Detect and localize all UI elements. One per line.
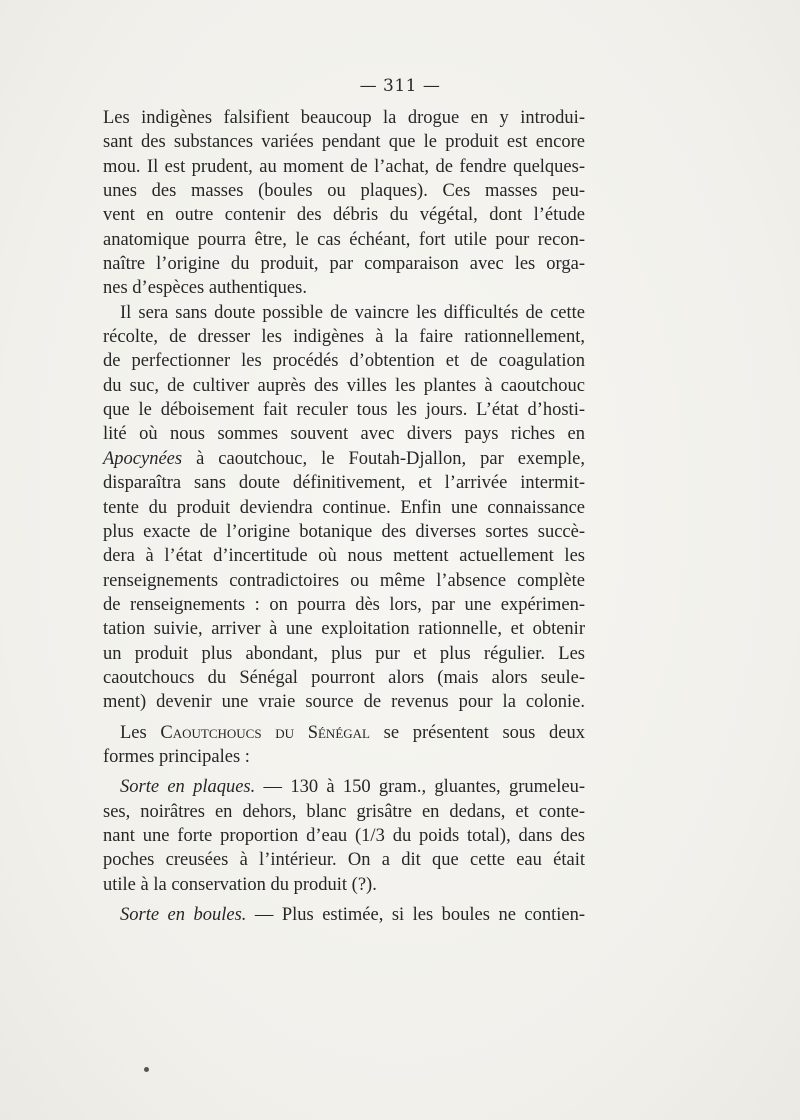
text-line: renseignements contradictoires ou même l’absence complète [103,570,585,591]
text-line [103,775,585,799]
text-line: caoutchoucs du Sénégal pourront alors (mais alors seule- [103,667,585,688]
text-line: tente du produit deviendra continue. Enfin une connaissance [103,497,585,518]
text-line: anatomique pourra être, le cas échéant, fort utile pour recon- [103,229,585,250]
text-line: utile à la conservation du produit (?). [103,874,377,895]
text-line: plus exacte de l’origine botanique des diverses sortes succè- [103,521,585,542]
text-line: tation suivie, arriver à une exploitation rationnelle, et obtenir [103,619,585,640]
page-number: — 311 — [359,76,441,96]
text-line: Les indigènes falsifient beaucoup la drogue en y introdui- [103,108,585,128]
text-line: un produit plus abondant, plus pur et plus régulier. Les [103,643,585,664]
text-segment: se présentent sous deux [369,722,585,743]
text-line: mou. Il est prudent, au moment de l’achat, de fendre quelques- [103,156,585,177]
text-line: ment) devenir une vraie source de revenus pour la colonie. [103,692,585,713]
small-caps-term: Caoutchoucs du Sénégal [160,722,370,743]
text-line: sant des substances variées pendant que le produit est encore [103,132,585,153]
text-segment: — Plus estimée, si les boules ne contien- [246,905,586,925]
text-line [103,903,585,927]
text-line: Il sera sans doute possible de vaincre les difficultés de cette [120,302,585,323]
italic-term: Sorte en plaques. [120,777,256,798]
text-line: ses, noirâtres en dehors, blanc grisâtre en dedans, et conte- [103,801,585,822]
text-line: de renseignements : on pourra dès lors, par une expérimen- [103,594,585,615]
text-segment: — 130 à 150 gram., gluantes, grumeleu- [255,777,585,798]
paper-speck [144,1067,149,1072]
text-line: naître l’origine du produit, par comparaison avec les orga- [103,254,585,275]
text-line: dera à l’état d’incertitude où nous mettent actuellement les [103,546,585,567]
text-segment: Les [120,722,161,743]
text-line: formes principales : [103,746,250,767]
body-text [103,106,585,927]
text-line: du suc, de cultiver auprès des villes les plantes à caoutchouc [103,375,585,396]
text-line: lité où nous sommes souvent avec divers pays riches en [103,424,585,445]
text-line: nant une forte proportion d’eau (1/3 du poids total), dans des [103,825,585,846]
text-line: poches creusées à l’intérieur. On a dit que cette eau était [103,850,585,871]
text-line [103,721,585,745]
italic-term: Apocynées [103,448,183,469]
text-line: vent en outre contenir des débris du végétal, dont l’étude [103,205,585,226]
text-line: unes des masses (boules ou plaques). Ces masses peu- [103,181,585,202]
text-line [103,447,585,471]
text-line: que le déboisement fait reculer tous les jours. L’état d’hosti- [103,400,585,421]
text-line: disparaîtra sans doute définitivement, et l’arrivée intermit- [103,473,585,494]
text-line: récolte, de dresser les indigènes à la faire rationnellement, [103,327,585,348]
text-line: nes d’espèces authentiques. [103,278,307,299]
italic-term: Sorte en boules. [120,905,247,925]
text-line: de perfectionner les procédés d’obtention et de coagulation [103,351,585,372]
text-segment: à caoutchouc, le Foutah-Djallon, par exemple, [182,448,585,469]
